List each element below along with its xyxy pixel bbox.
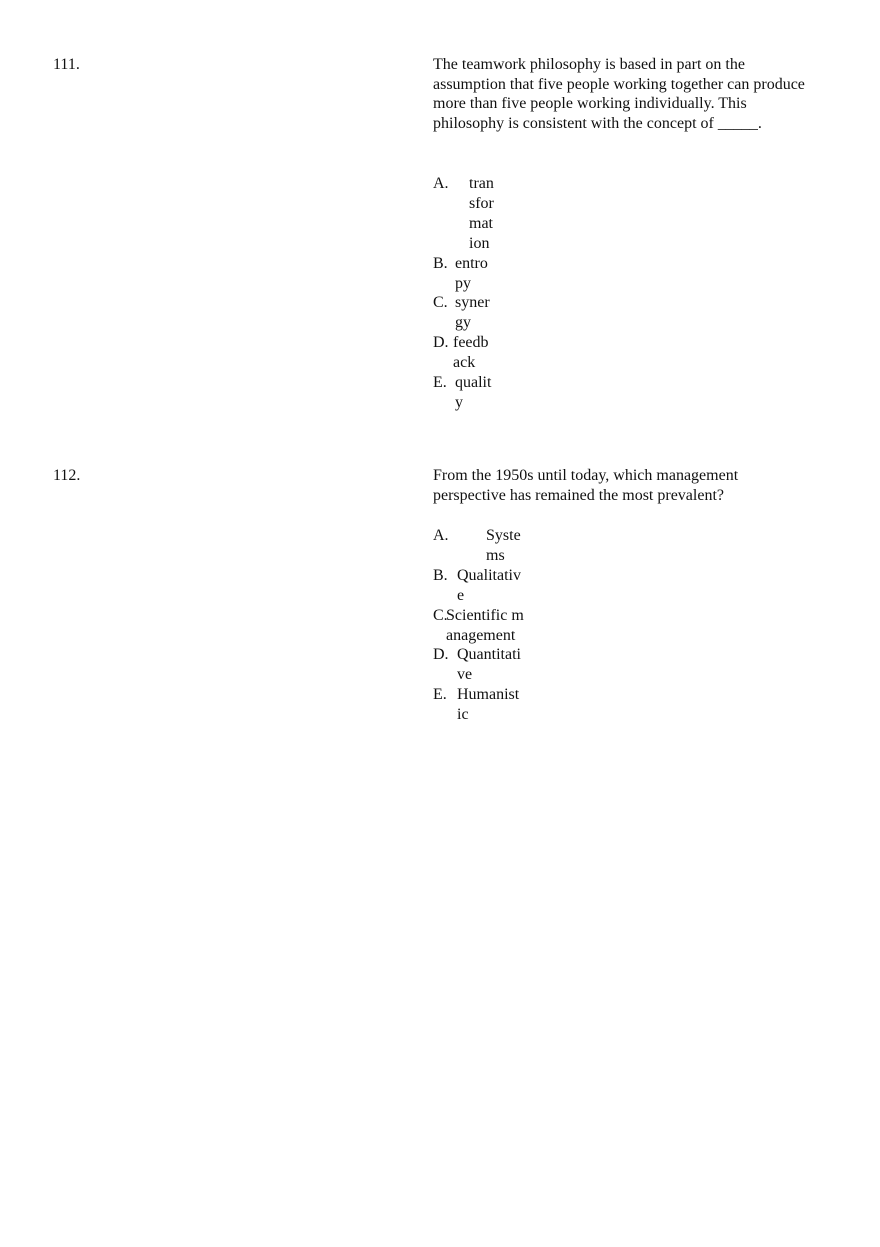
question-number: 111. [53, 56, 80, 73]
option-text: Qualitative [457, 566, 521, 604]
option-letter: D. [433, 334, 449, 352]
question-number: 112. [53, 467, 81, 484]
answer-option-c[interactable] [433, 293, 497, 333]
option-text: feedback [453, 334, 489, 372]
option-letter: A. [433, 527, 449, 544]
option-text: synergy [455, 294, 490, 332]
option-letter: B. [433, 566, 448, 584]
answer-option-b[interactable] [433, 566, 528, 606]
option-text: Systems [486, 527, 521, 564]
answer-option-c[interactable] [433, 606, 528, 646]
answer-option-a[interactable] [433, 526, 528, 566]
answer-option-b[interactable] [433, 254, 497, 294]
option-letter: B. [433, 254, 448, 272]
answer-option-d[interactable] [433, 645, 528, 685]
option-text: Scientific management [446, 606, 524, 644]
answer-option-d[interactable] [433, 333, 497, 373]
answer-option-a[interactable] [433, 174, 497, 254]
option-letter: C. [433, 606, 448, 624]
answer-options [433, 174, 497, 413]
answer-options [433, 526, 528, 725]
option-text: Quantitative [457, 646, 521, 684]
option-text: quality [455, 374, 492, 411]
option-letter: C. [433, 294, 448, 312]
option-text: transformation [469, 175, 494, 252]
option-letter: D. [433, 646, 449, 664]
option-text: Humanistic [457, 686, 520, 724]
answer-option-e[interactable] [433, 373, 497, 413]
answer-option-e[interactable] [433, 685, 528, 725]
option-text: entropy [455, 254, 488, 292]
option-letter: E. [433, 686, 447, 704]
option-letter: A. [433, 175, 449, 192]
question-stem: The teamwork philosophy is based in part on the assumption that five people working together can produce more than five people working individually. This philosophy is consistent with the concept of _____. [433, 56, 805, 132]
question-stem: From the 1950s until today, which management perspective has remained the most prevalent? [433, 467, 739, 504]
option-letter: E. [433, 374, 447, 392]
